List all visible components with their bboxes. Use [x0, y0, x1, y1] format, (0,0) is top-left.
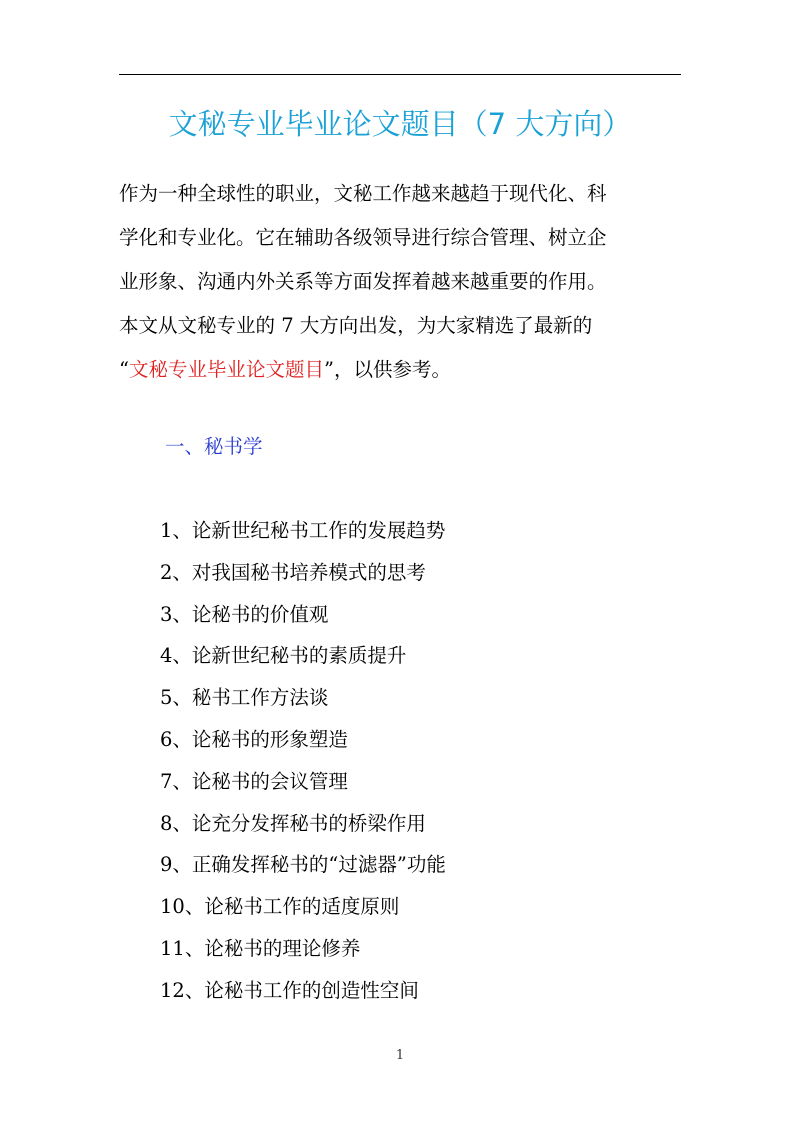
list-item: 1、论新世纪秘书工作的发展趋势	[160, 519, 446, 542]
list-item: 7、论秘书的会议管理	[160, 769, 348, 793]
topic-list	[160, 510, 446, 1012]
list-item: 9、正确发挥秘书的“过滤器”功能	[160, 853, 446, 877]
intro-line: 业形象、沟通内外关系等方面发挥着越来越重要的作用。	[119, 270, 607, 293]
list-item: 3、论秘书的价值观	[160, 602, 329, 626]
list-item: 8、论充分发挥秘书的桥梁作用	[160, 811, 426, 835]
list-item: 4、论新世纪秘书的素质提升	[160, 644, 407, 668]
intro-line: 学化和专业化。它在辅助各级领导进行综合管理、树立企	[119, 226, 607, 249]
intro-paragraph	[119, 172, 689, 392]
page-number: 1	[395, 1048, 405, 1063]
list-item: 6、论秘书的形象塑造	[160, 727, 348, 751]
open-quote: “	[119, 358, 129, 381]
list-item: 5、秘书工作方法谈	[160, 686, 329, 710]
intro-line-last	[119, 348, 689, 392]
highlighted-phrase: 文秘专业毕业论文题目	[128, 358, 324, 381]
close-quote-suffix: ”，以供参考。	[324, 358, 451, 381]
list-item: 2、对我国秘书培养模式的思考	[160, 560, 426, 584]
list-item: 11、论秘书的理论修养	[160, 936, 361, 960]
intro-line: 本文从文秘专业的 7 大方向出发，为大家精选了最新的	[119, 314, 593, 337]
list-item: 10、论秘书工作的适度原则	[160, 895, 400, 919]
intro-line: 作为一种全球性的职业，文秘工作越来越趋于现代化、科	[119, 182, 607, 205]
header-rule	[119, 74, 681, 75]
document-title: 文秘专业毕业论文题目（7 大方向）	[168, 107, 632, 141]
list-item: 12、论秘书工作的创造性空间	[160, 978, 419, 1002]
section-heading: 一、秘书学	[165, 435, 263, 458]
